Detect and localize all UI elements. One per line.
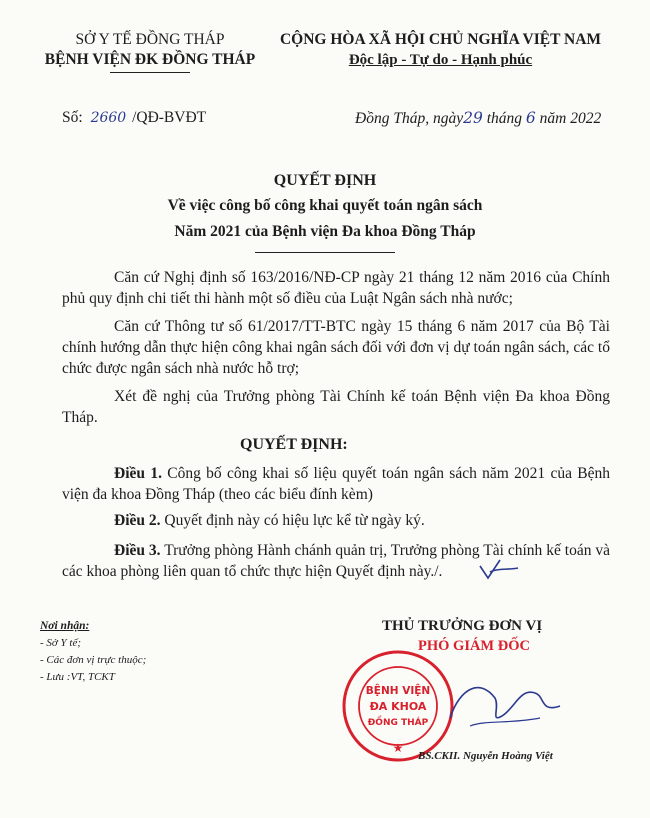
number-prefix: Số: — [62, 109, 83, 126]
document-subject-line2: Năm 2021 của Bệnh viện Đa khoa Đồng Tháp — [174, 223, 476, 240]
stamp-line3: ĐỒNG THÁP — [367, 718, 429, 728]
recipient-item: - Sở Y tế; — [40, 637, 82, 649]
recipient-item: - Các đơn vị trực thuộc; — [40, 654, 147, 666]
national-motto-block — [248, 30, 633, 70]
national-name: CỘNG HÒA XÃ HỘI CHỦ NGHĨA VIỆT NAM — [279, 31, 602, 48]
recipient-item: - Lưu :VT, TCKT — [40, 671, 115, 683]
signature-authority: THỦ TRƯỞNG ĐƠN VỊ — [382, 618, 543, 634]
article-label: Điều 3. — [114, 542, 161, 559]
article-text: Công bố công khai số liệu quyết toán ngân sách năm 2021 của Bệnh viện đa khoa Đồng Tháp (theo các biểu đính kèm) — [62, 465, 611, 503]
issuer-hospital: BỆNH VIỆN ĐK ĐỒNG THÁP — [44, 51, 256, 68]
dateline — [355, 109, 601, 128]
decision-heading: QUYẾT ĐỊNH: — [240, 436, 348, 453]
articles — [62, 463, 610, 582]
signature-scribble-icon — [440, 668, 570, 738]
preamble — [62, 267, 610, 428]
issuer-department: SỞ Y TẾ ĐỒNG THÁP — [75, 31, 225, 48]
article-label: Điều 2. — [114, 512, 161, 529]
date-place: Đồng Tháp, ngày — [355, 110, 464, 127]
stamp-line1: BỆNH VIỆN — [365, 685, 431, 697]
article-label: Điều 1. — [114, 465, 162, 482]
article-2 — [62, 510, 610, 531]
article-text: Quyết định này có hiệu lực kể từ ngày ký. — [160, 512, 425, 529]
preamble-paragraph: Căn cứ Thông tư số 61/2017/TT-BTC ngày 15 tháng 6 năm 2017 của Bộ Tài chính hướng dẫn thực hiện công khai ngân sách đối với đơn vị dự toán ngân sách, các tổ chức được ngân sách nhà nước hỗ trợ; — [62, 318, 610, 377]
document-subject-line1: Về việc công bố công khai quyết toán ngân sách — [167, 197, 483, 214]
issuer-block — [30, 30, 270, 70]
recipients — [40, 618, 146, 686]
red-stamp-icon — [340, 648, 456, 764]
date-month: 6 — [525, 109, 536, 127]
title-underline — [255, 252, 395, 253]
article-3 — [62, 540, 610, 582]
article-text: Trưởng phòng Hành chánh quản trị, Trưởng phòng Tài chính kế toán và các khoa phòng liên quan tổ chức thực hiện Quyết định này./. — [62, 542, 611, 580]
number-handwritten: 2660 — [90, 110, 127, 126]
preamble-paragraph: Xét đề nghị của Trưởng phòng Tài Chính kế toán Bệnh viện Đa khoa Đồng Tháp. — [62, 388, 610, 426]
document-title: QUYẾT ĐỊNH — [273, 172, 377, 189]
number-suffix: /QĐ-BVĐT — [132, 109, 207, 126]
recipients-heading: Nơi nhận: — [40, 620, 90, 632]
issuer-underline — [110, 72, 190, 73]
document-number — [62, 109, 206, 127]
article-1 — [62, 463, 610, 505]
national-motto: Độc lập - Tự do - Hạnh phúc — [348, 52, 533, 68]
signer-name: BS.CKII. Nguyễn Hoàng Việt — [418, 750, 553, 762]
initial-mark-icon — [476, 556, 522, 582]
date-year: năm 2022 — [539, 110, 602, 127]
date-month-label: tháng — [486, 110, 522, 127]
date-day: 29 — [463, 109, 483, 127]
stamp-line2: ĐA KHOA — [369, 700, 427, 713]
stamp-star-icon: ★ — [392, 741, 404, 755]
signature-role: PHÓ GIÁM ĐỐC — [418, 638, 530, 654]
preamble-paragraph: Căn cứ Nghị định số 163/2016/NĐ-CP ngày 21 tháng 12 năm 2016 của Chính phủ quy định chi tiết thi hành một số điều của Luật Ngân sách nhà nước; — [62, 269, 610, 307]
